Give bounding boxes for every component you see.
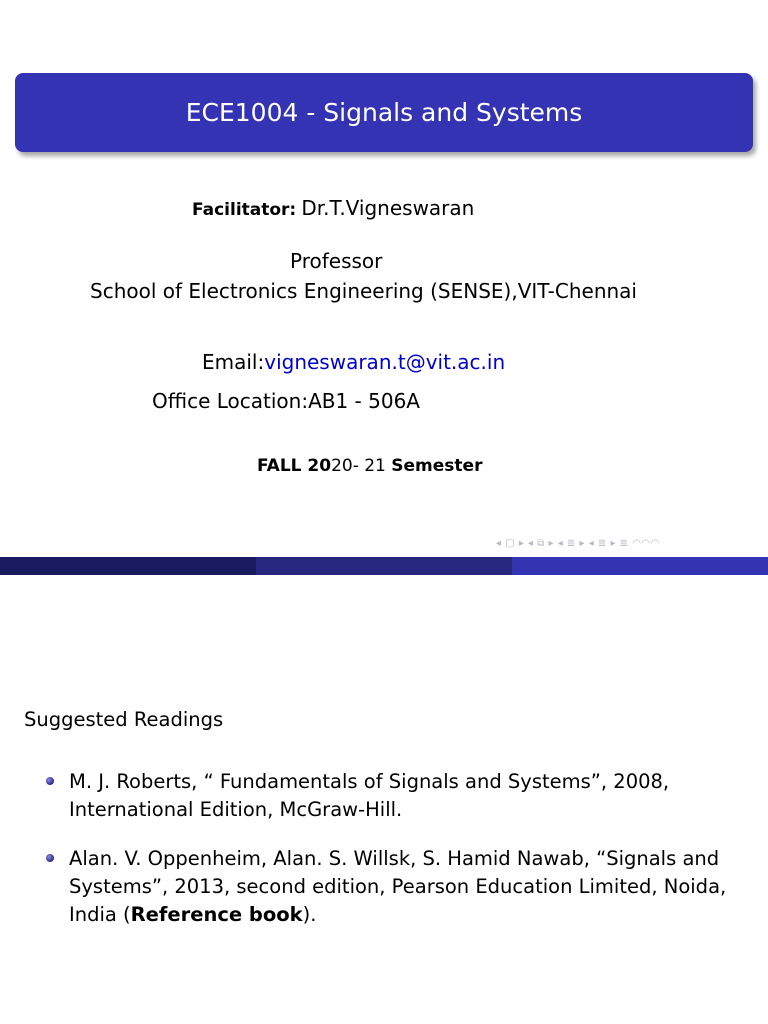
email-label: Email: [202,350,265,374]
reading-2-line-3-a: India ( [69,903,131,926]
reading-1-line-2: International Edition, McGraw-Hill. [69,798,403,821]
reading-1-line-1: M. J. Roberts, “ Fundamentals of Signals and Systems”, 2008, [69,770,670,793]
email-link[interactable]: vigneswaran.t@vit.ac.in [264,350,506,374]
reading-item-2 [69,845,726,929]
readings-heading: Suggested Readings [24,708,224,731]
reading-2-line-3 [69,901,726,929]
footer-bar-left [0,557,256,575]
title-banner [15,73,753,152]
beamer-navigation-controls[interactable]: ◂ ▢ ▸ ◂ ⧉ ▸ ◂ ≣ ▸ ◂ ≣ ▸ ≣ ◠◠◠ [496,538,660,549]
facilitator-label: Facilitator: [192,200,297,220]
semester-part-b: 20- 21 [331,456,386,476]
email-line [202,350,505,374]
bullet-icon [46,854,54,862]
footer-bar-middle [256,557,512,575]
semester-line [257,456,482,476]
facilitator-line [192,196,474,220]
school-text: School of Electronics Engineering (SENSE),VIT-Chennai [90,279,637,303]
facilitator-name: Dr.T.Vigneswaran [301,196,475,220]
office-location: Office Location:AB1 - 506A [152,389,420,413]
semester-part-c: Semester [391,456,483,476]
role-text: Professor [290,249,383,273]
footer-bar-right [512,557,768,575]
reading-item-1 [69,768,669,824]
bullet-icon [46,777,54,785]
reading-2-line-2: Systems”, 2013, second edition, Pearson Education Limited, Noida, [69,875,727,898]
reading-2-line-1: Alan. V. Oppenheim, Alan. S. Willsk, S. Hamid Nawab, “Signals and [69,847,720,870]
semester-part-a: FALL 20 [257,456,332,476]
reference-book-label: Reference book [130,903,303,926]
reading-2-line-3-c: ). [302,903,317,926]
slide-title: ECE1004 - Signals and Systems [185,98,583,127]
